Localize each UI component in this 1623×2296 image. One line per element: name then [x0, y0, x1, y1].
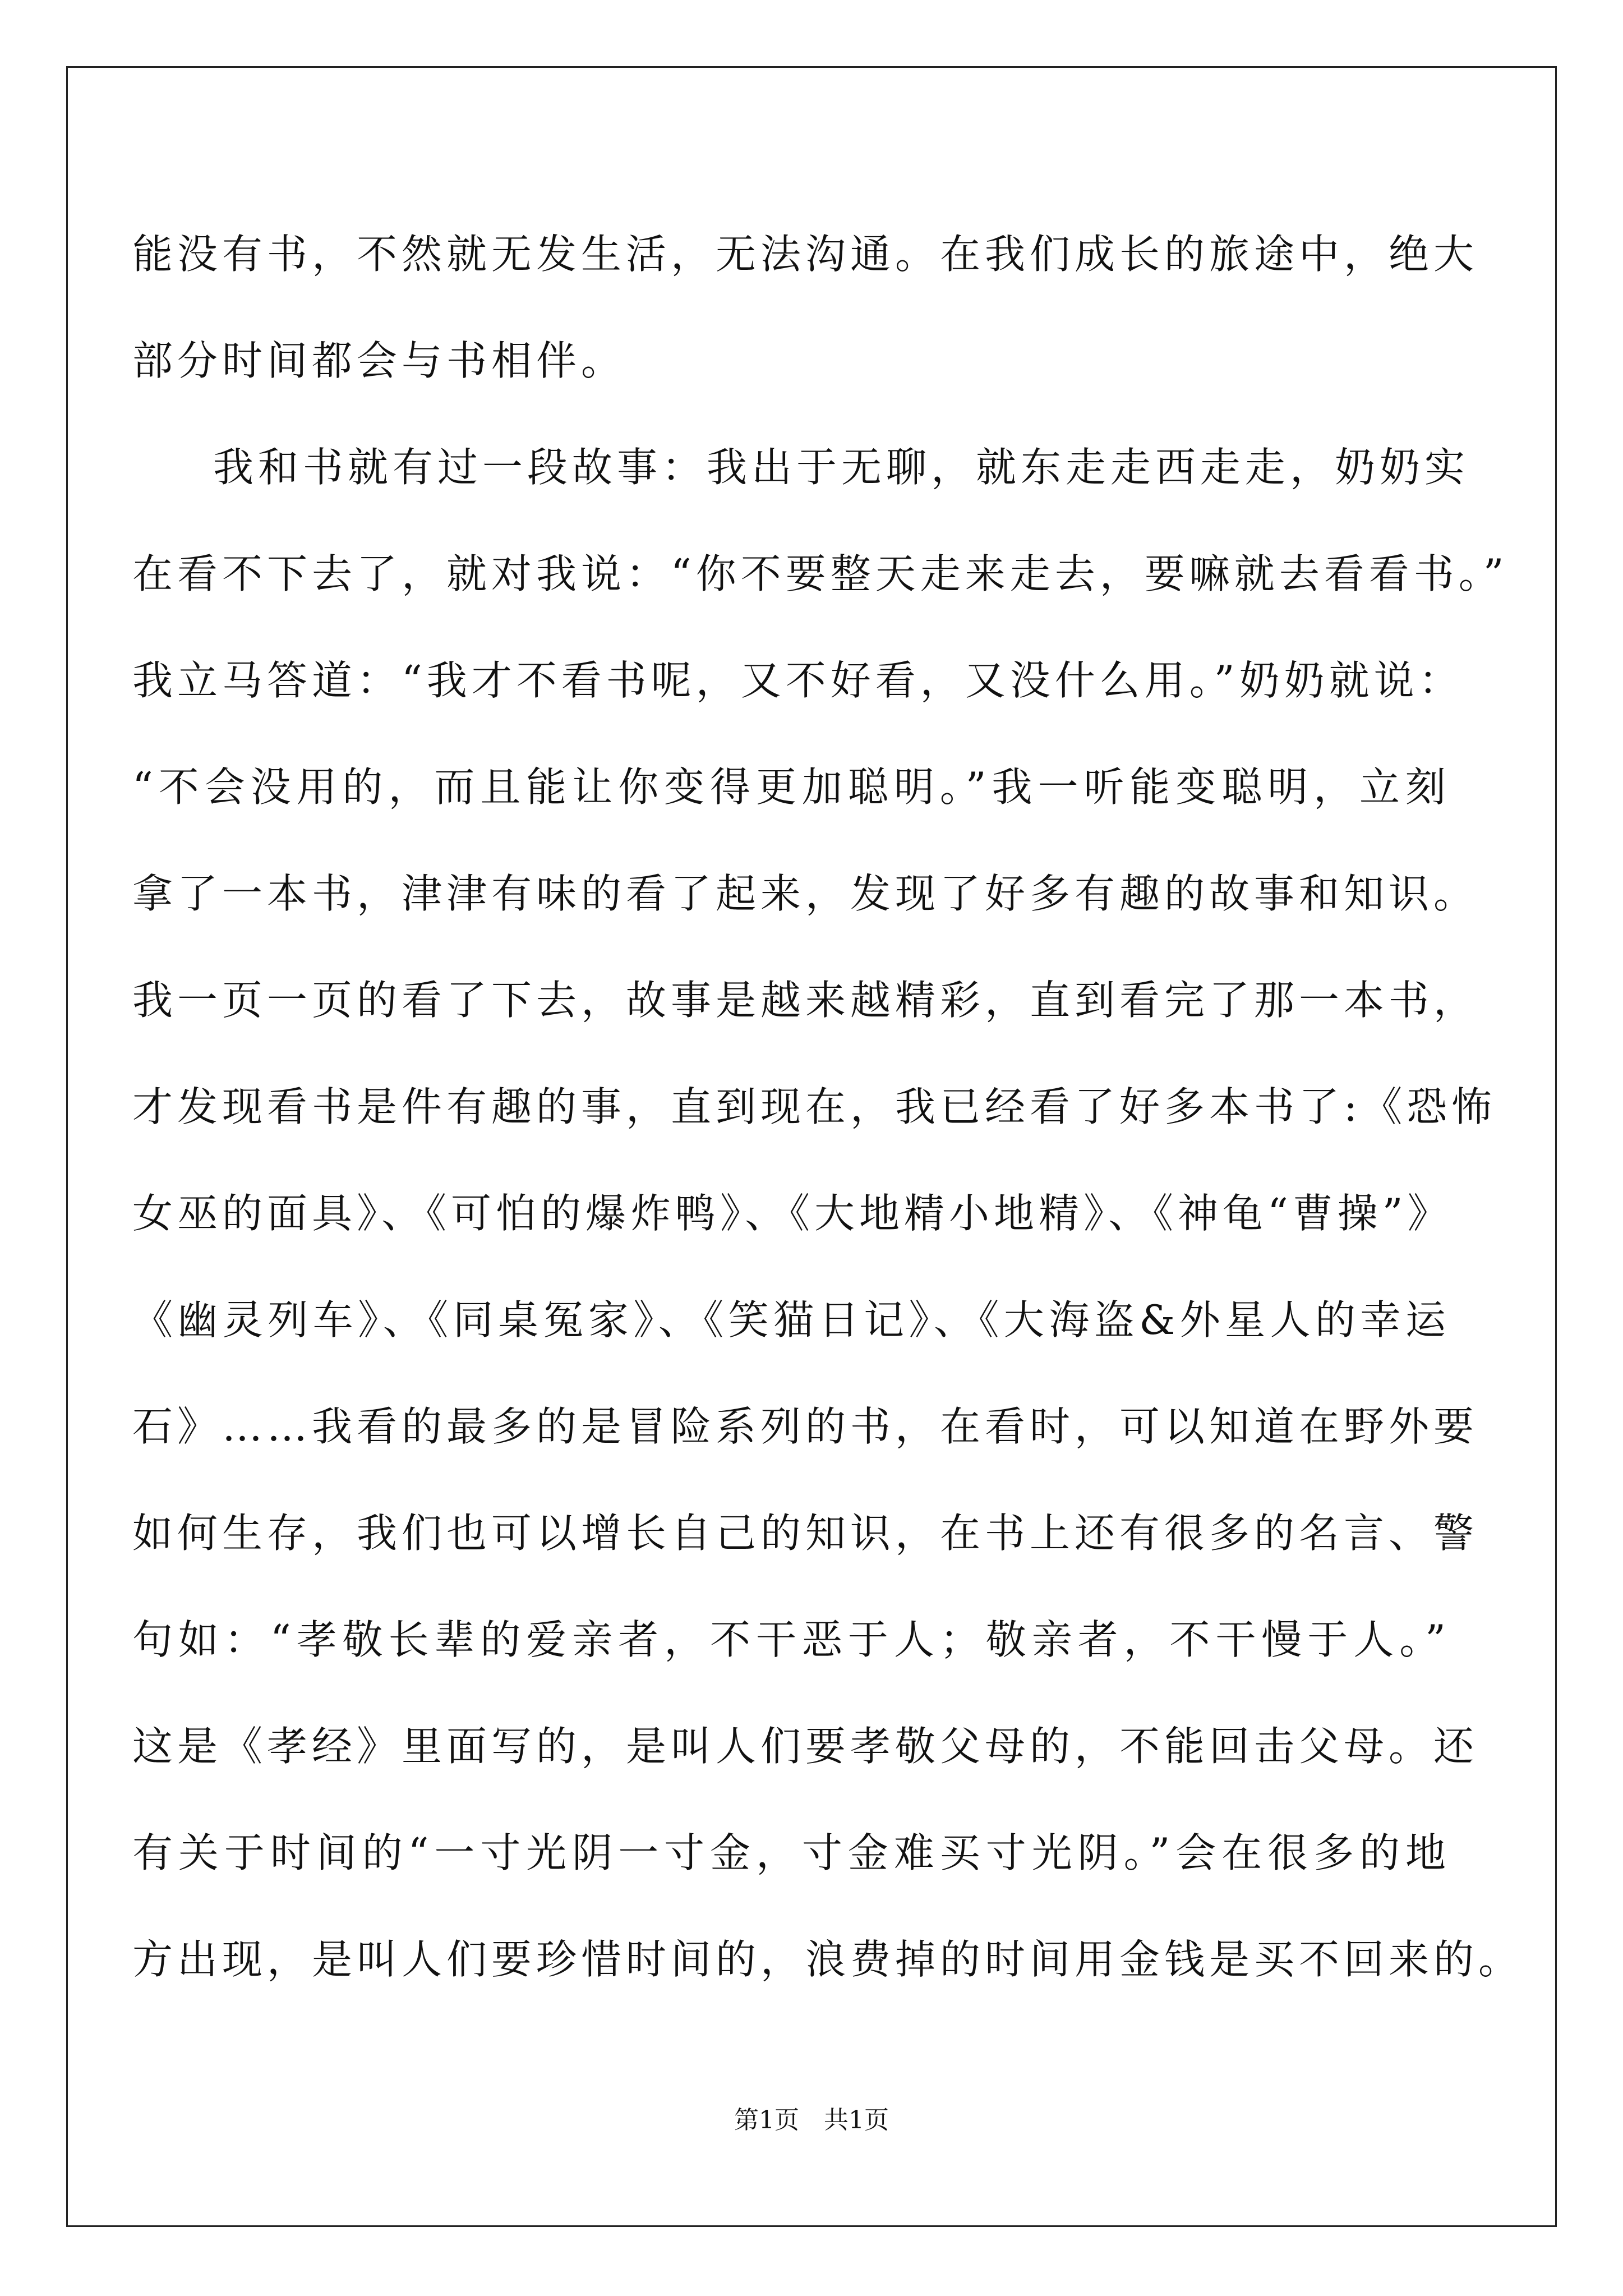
text-line: 在看不下去了，就对我说：“你不要整天走来走去，要嘛就去看看书。” [132, 550, 1509, 597]
text-line: 方出现，是叫人们要珍惜时间的，浪费掉的时间用金钱是买不回来的。 [132, 1936, 1524, 1983]
text-line: 句如：“孝敬长辈的爱亲者，不干恶于人；敬亲者，不干慢于人。” [132, 1616, 1450, 1663]
text-line: 拿了一本书，津津有味的看了起来，发现了好多有趣的故事和知识。 [132, 870, 1479, 917]
body-text [132, 201, 1524, 2013]
text-line: 我一页一页的看了下去，故事是越来越精彩，直到看完了那一本书， [132, 977, 1479, 1024]
text-line: 《幽灵列车》、《同桌冤家》、《笑猫日记》、《大海盗&外星人的幸运 [132, 1296, 1450, 1343]
text-line: 有关于时间的“一寸光阴一寸金，寸金难买寸光阴。”会在很多的地 [132, 1829, 1450, 1876]
text-line: 我立马答道：“我才不看书呢，又不好看，又没什么用。”奶奶就说： [132, 657, 1464, 704]
text-line: 如何生存，我们也可以增长自己的知识，在书上还有很多的名言、警 [132, 1510, 1479, 1557]
text-line: 部分时间都会与书相伴。 [132, 337, 626, 384]
page-footer: 第1页 共1页 [734, 2106, 889, 2134]
text-line: 能没有书，不然就无发生活，无法沟通。在我们成长的旅途中，绝大 [132, 231, 1479, 278]
text-line: 女巫的面具》、《可怕的爆炸鸭》、《大地精小地精》、《神龟“曹操”》 [132, 1190, 1453, 1237]
text-line: 石》……我看的最多的是冒险系列的书，在看时，可以知道在野外要 [132, 1403, 1479, 1450]
text-line: 这是《孝经》里面写的，是叫人们要孝敬父母的，不能回击父母。还 [132, 1723, 1479, 1770]
text-line: “不会没用的，而且能让你变得更加聪明。”我一听能变聪明，立刻 [132, 763, 1450, 811]
paragraph-start-line: 我和书就有过一段故事：我出于无聊，就东走走西走走，奶奶实 [213, 444, 1470, 491]
text-line: 才发现看书是件有趣的事，直到现在，我已经看了好多本书了:《恐怖 [132, 1083, 1497, 1130]
